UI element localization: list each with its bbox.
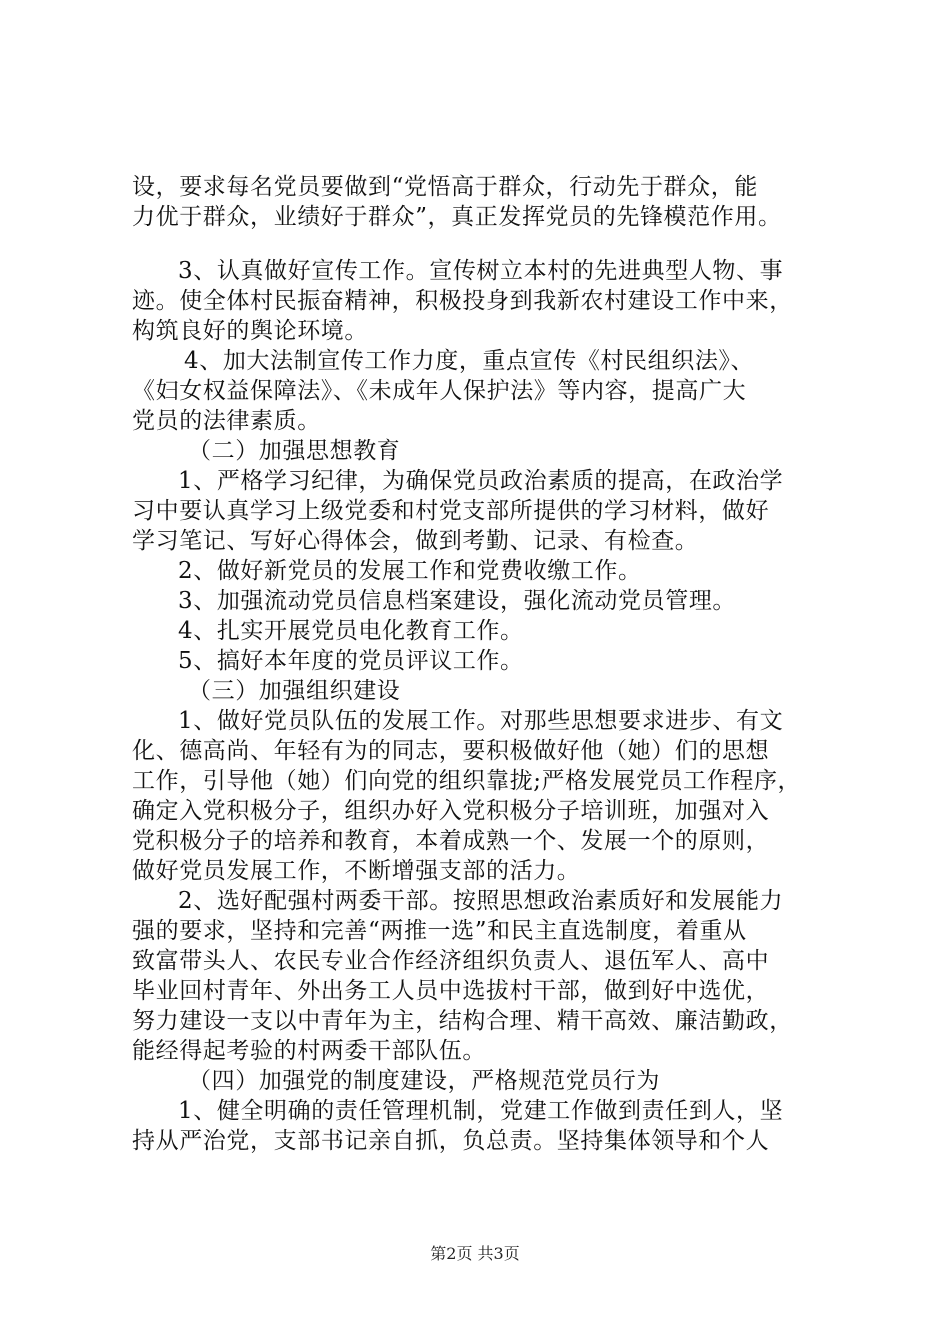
text-line: 能经得起考验的村两委干部队伍。 (132, 1038, 486, 1064)
text-line: 致富带头人、农民专业合作经济组织负责人、退伍军人、高中 (132, 948, 770, 974)
section-heading: （三）加强组织建设 (188, 678, 401, 704)
text-line: 4、扎实开展党员电化教育工作。 (178, 618, 524, 644)
text-line: 持从严治党，支部书记亲自抓，负总责。坚持集体领导和个人 (132, 1128, 770, 1154)
text-line: 1、做好党员队伍的发展工作。对那些思想要求进步、有文 (178, 708, 784, 734)
text-line: 4、加大法制宣传工作力度，重点宣传《村民组织法》、 (184, 348, 755, 374)
paragraph-gap (132, 232, 852, 256)
text-line: 力优于群众，业绩好于群众”，真正发挥党员的先锋模范作用。 (132, 204, 782, 230)
page-indicator: 第2页 共3页 (430, 1244, 520, 1263)
text-line: 强的要求，坚持和完善“两推一选”和民主直选制度，着重从 (132, 918, 747, 944)
text-line: 构筑良好的舆论环境。 (132, 318, 368, 344)
section-heading: （四）加强党的制度建设，严格规范党员行为 (188, 1068, 660, 1094)
text-line: 5、搞好本年度的党员评议工作。 (178, 648, 524, 674)
text-line: 化、德高尚、年轻有为的同志，要积极做好他（她）们的思想 (132, 738, 770, 764)
text-line: 工作，引导他（她）们向党的组织靠拢;严格发展党员工作程序， (132, 768, 802, 794)
text-line: 党积极分子的培养和教育，本着成熟一个、发展一个的原则， (132, 828, 770, 854)
text-line: 2、做好新党员的发展工作和党费收缴工作。 (178, 558, 642, 584)
text-line: 做好党员发展工作，不断增强支部的活力。 (132, 858, 581, 884)
text-line: 迹。使全体村民振奋精神，积极投身到我新农村建设工作中来， (132, 288, 793, 314)
document-body (132, 172, 852, 1156)
text-line: 学习笔记、写好心得体会，做到考勤、记录、有检查。 (132, 528, 699, 554)
text-line: 习中要认真学习上级党委和村党支部所提供的学习材料，做好 (132, 498, 770, 524)
text-line: 1、健全明确的责任管理机制，党建工作做到责任到人，坚 (178, 1098, 784, 1124)
text-line: 3、认真做好宣传工作。宣传树立本村的先进典型人物、事 (178, 258, 784, 284)
text-line: 3、加强流动党员信息档案建设，强化流动党员管理。 (178, 588, 737, 614)
text-line: 努力建设一支以中青年为主，结构合理、精干高效、廉洁勤政， (132, 1008, 793, 1034)
text-line: 1、严格学习纪律，为确保党员政治素质的提高，在政治学 (178, 468, 784, 494)
text-line: 2、选好配强村两委干部。按照思想政治素质好和发展能力 (178, 888, 784, 914)
text-line: 党员的法律素质。 (132, 408, 321, 434)
text-line: 毕业回村青年、外出务工人员中选拔村干部，做到好中选优， (132, 978, 770, 1004)
section-heading: （二）加强思想教育 (188, 438, 401, 464)
text-line: 《妇女权益保障法》、《未成年人保护法》等内容，提高广大 (132, 378, 747, 404)
text-line: 确定入党积极分子，组织办好入党积极分子培训班，加强对入 (132, 798, 770, 824)
text-line: 设，要求每名党员要做到“党悟高于群众，行动先于群众，能 (132, 174, 758, 200)
